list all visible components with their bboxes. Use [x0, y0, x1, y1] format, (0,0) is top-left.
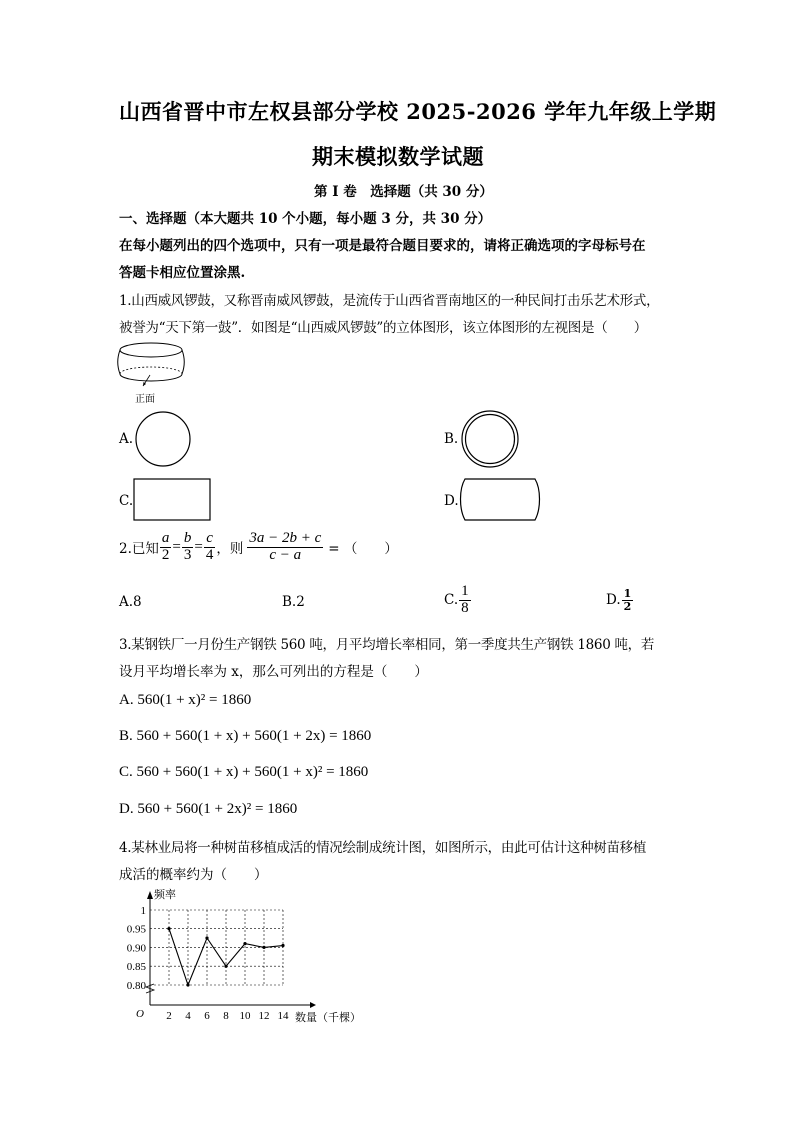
- q1-option-d-barrel-icon: [457, 477, 545, 523]
- q1-option-c-rectangle-icon: [133, 477, 213, 523]
- x-tick-label: 14: [277, 1010, 289, 1022]
- x-tick-label: 8: [223, 1010, 229, 1022]
- data-point: [243, 942, 246, 945]
- data-point: [205, 936, 208, 939]
- q2-frac-b: $\frac{b}{3}$: [183, 530, 192, 563]
- y-axis-arrow: [147, 891, 153, 899]
- q2-mid: ，则: [216, 541, 244, 558]
- y-axis-break: [146, 984, 154, 993]
- x-axis-arrow: [310, 1002, 316, 1008]
- section-heading: 一、选择题（本大题共 10 个小题，每小题 3 分，共 30 分）: [119, 211, 492, 227]
- q2-stem: 2.已知 $\frac{a}{2}$ = $\frac{b}{3}$ = $\frac{c}{4}$ ，则 $\frac{3a - 2b + c}{c - a}$ = （ ）: [119, 530, 398, 563]
- q3-option-d[interactable]: D. 560 + 560(1 + 2x)² = 1860: [119, 801, 298, 817]
- q1-option-a-circle-icon: [134, 410, 194, 470]
- q1-option-b[interactable]: B.: [444, 431, 459, 447]
- y-tick-label: 0.80: [126, 980, 146, 992]
- q1-option-b-double-circle-icon: [460, 410, 522, 470]
- q1-line-1: 1.山西威风锣鼓，又称晋南威风锣鼓，是流传于山西省晋南地区的一种民间打击乐艺术形式，: [119, 293, 660, 309]
- x-tick-label: 12: [258, 1010, 270, 1022]
- q2-option-d-letter: D.: [606, 592, 621, 609]
- part-heading: 第 I 卷 选择题（共 30 分）: [314, 184, 493, 200]
- q4-line-1: 4.某林业局将一种树苗移植成活的情况绘制成统计图，如图所示，由此可估计这种树苗移植: [119, 840, 647, 856]
- q1-option-a[interactable]: A.: [119, 431, 134, 447]
- instruction-line-2: 答题卡相应位置涂黑.: [119, 265, 246, 281]
- q2-option-c[interactable]: [444, 584, 472, 617]
- x-tick-label: 4: [185, 1010, 191, 1022]
- title-line-2: 期末模拟数学试题: [312, 144, 484, 169]
- x-tick-label: 10: [239, 1010, 251, 1022]
- q1-front-label: 正面: [135, 394, 155, 405]
- q4-line-2: 成活的概率约为（ ）: [119, 867, 268, 883]
- data-point: [281, 944, 284, 947]
- q2-tail: = （ ）: [328, 541, 398, 558]
- y-tick-label: 1: [140, 905, 146, 917]
- q2-frac-a: $\frac{a}{2}$: [161, 530, 170, 563]
- q2-option-d[interactable]: [606, 588, 634, 612]
- y-tick-label: 0.95: [126, 923, 146, 936]
- q2-option-d-frac: $\frac{1}{2}$: [623, 587, 632, 613]
- series-line: [169, 929, 283, 985]
- title-line-1: 山西省晋中市左权县部分学校 2025-2026 学年九年级上学期: [119, 99, 717, 124]
- q3-option-a[interactable]: A. 560(1 + x)² = 1860: [119, 692, 252, 708]
- q2-expression: $\frac{3a - 2b + c}{c - a}$: [249, 530, 322, 563]
- drum-3d-figure: [116, 340, 196, 402]
- q3-line-1: 3.某钢铁厂一月份生产钢铁 560 吨，月平均增长率相同，第一季度共生产钢铁 1860 吨，若: [119, 637, 655, 653]
- q2-option-a[interactable]: A.8: [119, 594, 142, 610]
- data-point: [186, 983, 189, 986]
- x-tick-label: 6: [204, 1010, 210, 1022]
- data-point: [167, 927, 170, 930]
- q1-line-2: 被誉为“天下第一鼓”．如图是“山西威风锣鼓”的立体图形，该立体图形的左视图是（ ）: [119, 320, 648, 336]
- q2-option-c-frac: $\frac{1}{8}$: [461, 583, 469, 616]
- x-axis-label: 数量（千棵）: [295, 1012, 361, 1024]
- q1-option-d[interactable]: D.: [444, 493, 459, 509]
- x-tick-label: 2: [166, 1010, 172, 1022]
- q2-option-c-letter: C.: [444, 592, 459, 609]
- y-tick-label: 0.85: [126, 961, 146, 974]
- q1-option-c[interactable]: C.: [119, 493, 134, 509]
- q2-option-b[interactable]: B.2: [282, 594, 305, 610]
- y-axis-label: 频率: [154, 889, 176, 901]
- data-point: [224, 965, 227, 968]
- data-point: [262, 946, 265, 949]
- q3-option-b[interactable]: B. 560 + 560(1 + x) + 560(1 + 2x) = 1860: [119, 728, 372, 744]
- q2-frac-c: $\frac{c}{4}$: [205, 530, 214, 563]
- q3-option-c[interactable]: C. 560 + 560(1 + x) + 560(1 + x)² = 1860: [119, 764, 369, 780]
- frequency-line-chart: [110, 885, 370, 1025]
- y-tick-label: 0.90: [126, 942, 146, 955]
- q2-prefix: 2.已知: [119, 541, 159, 558]
- origin-label: O: [136, 1008, 144, 1020]
- q3-line-2: 设月平均增长率为 x，那么可列出的方程是（ ）: [119, 664, 428, 680]
- instruction-line-1: 在每小题列出的四个选项中，只有一项是最符合题目要求的，请将正确选项的字母标号在: [119, 238, 646, 254]
